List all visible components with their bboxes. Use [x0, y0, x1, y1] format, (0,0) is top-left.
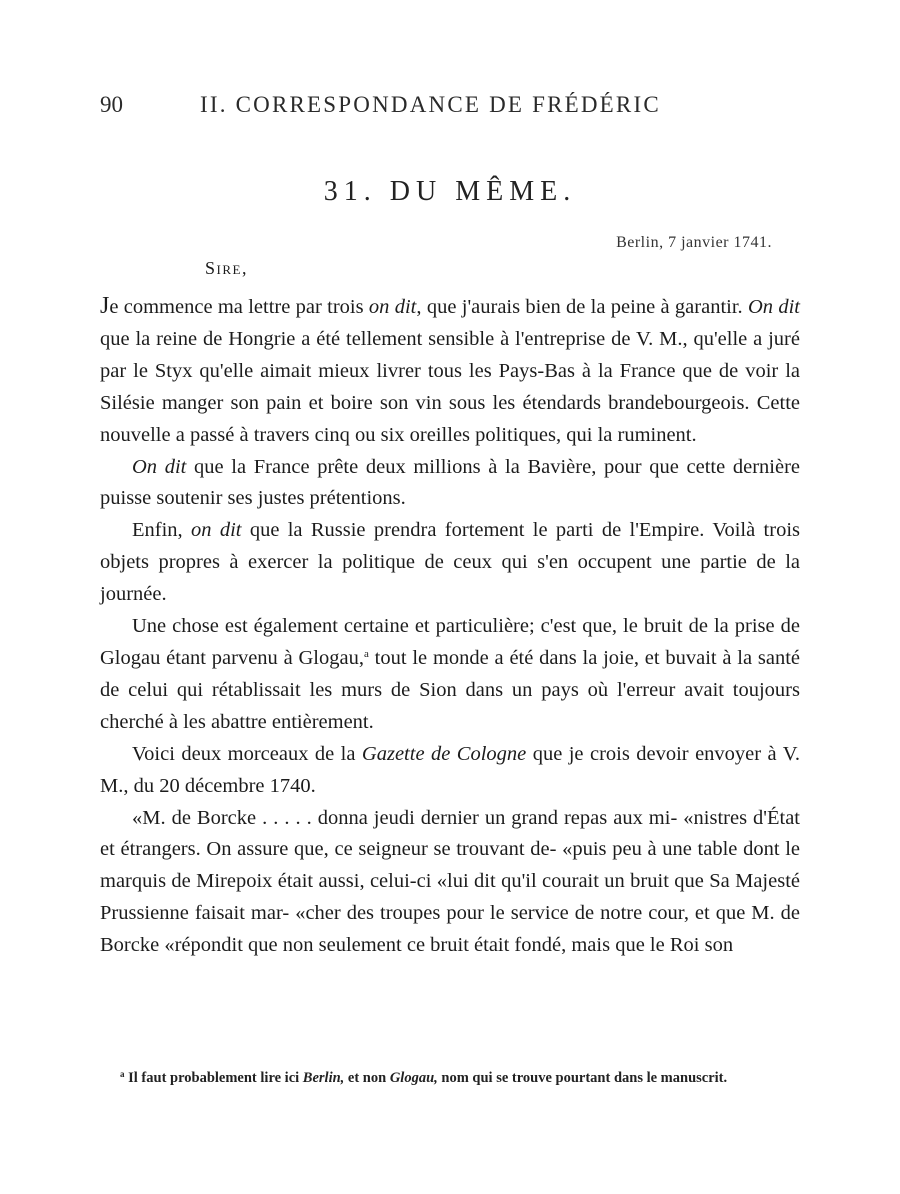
quote-line: «cher des troupes pour le service de notre cour, et que M. de Borcke	[100, 902, 800, 957]
text-run: que la reine de Hongrie a été tellement sensible à l'entreprise de V. M., qu'elle a juré par le Styx qu'elle aimait mieux livrer tous les Pays-Bas à la France que de voir la Silésie manger son pain et boire son vin sous les étendards brandebourgeois. Cette nouvelle a passé à travers cinq ou six oreilles politiques, qui la ruminent.	[100, 327, 800, 446]
text-run: , que j'aurais bien de la peine à garantir.	[416, 296, 748, 318]
quote-line: «nistres d'État et étrangers. On assure que, ce seigneur se trouvant de-	[100, 806, 801, 861]
paragraph-1	[100, 291, 800, 452]
italic-run: On dit	[747, 296, 800, 318]
italic-run: on dit	[191, 519, 242, 542]
section-title: 31. DU MÊME.	[323, 176, 577, 207]
text-run: nom qui se trouve pourtant dans le manuscrit.	[437, 1070, 728, 1086]
italic-run: on dit	[368, 296, 417, 318]
paragraph-2	[100, 452, 800, 516]
running-title: II. CORRESPONDANCE DE FRÉDÉRIC	[200, 92, 661, 117]
footnote-mark: a	[120, 1069, 125, 1079]
text-run: Enfin,	[132, 519, 191, 542]
text-run: Une chose est également certaine et particulière; c'est que, le bruit de la prise de Glogau étant parvenu à Glogau,	[100, 615, 800, 669]
italic-run: Glogau,	[389, 1070, 438, 1086]
salutation: Sire,	[205, 258, 248, 278]
footnote-reference: a	[363, 647, 369, 660]
quote-line: «puis peu à une table dont le marquis de Mirepoix était aussi, celui-ci	[100, 838, 801, 893]
italic-run: On dit	[132, 455, 187, 478]
text-run: Voici deux morceaux de la	[132, 742, 362, 765]
paragraph-4	[100, 611, 800, 739]
dateline: Berlin, 7 janvier 1741.	[616, 234, 772, 251]
quote-line: «lui dit qu'il courait un bruit que Sa Majesté Prussienne faisait mar-	[100, 870, 801, 925]
italic-run: Gazette de Cologne	[361, 742, 527, 765]
running-header	[100, 92, 800, 128]
paragraph-3	[100, 515, 800, 611]
quote-line: «M. de Borcke . . . . . donna jeudi dernier un grand repas aux mi-	[132, 806, 678, 829]
text-run: et non	[344, 1070, 390, 1086]
text-run: Il faut probablement lire ici	[124, 1070, 303, 1086]
text-run: que la France prête deux millions à la Bavière, pour que cette dernière puisse soutenir ses justes prétentions.	[100, 455, 800, 510]
quoted-passage	[100, 803, 800, 963]
footnote	[100, 1067, 800, 1089]
text-run: que la Russie prendra fortement le parti de l'Empire. Voilà trois objets propres à exercer la politique de ceux qui s'en occupent une partie de la journée.	[100, 519, 800, 606]
text-run: tout le monde a été dans la joie, et buvait à la santé de celui qui rétablissait les murs de Sion dans un pays où l'erreur avait toujours cherché à les abattre entièrement.	[100, 646, 800, 733]
paragraph-5	[100, 739, 800, 803]
italic-run: Berlin,	[302, 1070, 345, 1086]
drop-cap: J	[100, 293, 110, 319]
text-run: e commence ma lettre par trois	[109, 296, 369, 318]
letter-body	[100, 291, 800, 962]
page-number: 90	[100, 92, 123, 117]
quote-line: «répondit que non seulement ce bruit était fondé, mais que le Roi son	[164, 934, 734, 957]
text-run: que je crois devoir envoyer à V. M., du 20 décembre 1740.	[100, 742, 800, 797]
